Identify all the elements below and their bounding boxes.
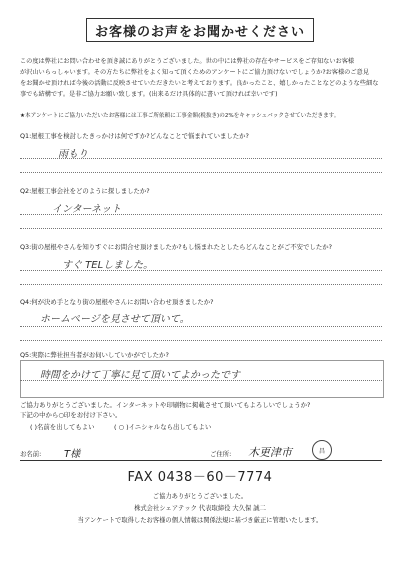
intro-line: が沢山いらっしゃいます。その方たちに弊社をよく知って頂くためのアンケートにご協力頂けないでしょうか?お客様のご意見: [20, 69, 369, 76]
answer-1[interactable]: 雨もり: [58, 149, 88, 160]
question-5: Q5:実際に弊社担当者がお伺いしていかがでしたか?: [20, 351, 169, 359]
intro-line: をお聞かせ頂ければ今後の活動に反映させていただきたいと考えております。良かったこと、嬉しかったことなどのような些細な: [20, 80, 379, 87]
answer-line: [20, 340, 382, 341]
question-1: Q1:屋根工事を検討したきっかけは何ですか?どんなことで悩まれていましたか?: [20, 132, 249, 140]
answer-5[interactable]: 時間をかけて丁寧に見て頂いてよかったです: [40, 370, 240, 381]
seal-stamp: 昌: [312, 440, 332, 460]
answer-line: [20, 284, 382, 285]
thanks-text: ご協力ありがとうございました。: [152, 493, 248, 500]
question-4: Q4:何が決め手となり街の屋根やさんにお問い合わせ頂きましたか?: [20, 298, 214, 306]
answer-line: [20, 214, 382, 215]
page-title: お客様のお声をお聞かせください: [86, 18, 314, 42]
name-field[interactable]: T様: [64, 449, 81, 460]
intro-line: 事でも結構です。是非ご協力お願い致します。(出来るだけ具体的に書いて頂ければ幸いです): [20, 91, 278, 98]
answer-line: [20, 380, 382, 381]
answer-line: [20, 172, 382, 173]
answer-line: [20, 158, 382, 159]
privacy-note: 当アンケートで取得したお客様の個人情報は関係法規に基づき厳正に管理いたします。: [77, 517, 323, 524]
answer-2[interactable]: インターネット: [52, 204, 122, 215]
consent-question: ご協力ありがとうございました。インターネットや印刷物に掲載させて頂いてもよろしいでしょうか?: [20, 401, 311, 409]
cashback-note: ★本アンケートにご協力いただいたお客様には工事ご所依頼に工事金額(税抜き)の2%をキャッシュバックさせていただきます。: [20, 113, 340, 119]
answer-4[interactable]: ホームページを見させて頂いて。: [40, 314, 190, 325]
intro-line: この度は弊社にお問い合わせを頂き誠にありがとうございました。世の中には弊社の存在やサービスをご存知ないお客様: [20, 58, 355, 65]
question-3: Q3:街の屋根やさんを知りすぐにお問合せ頂けましたか?もし悩まれたとしたらどんなことがご不安でしたか?: [20, 243, 332, 251]
answer-line: [20, 228, 382, 229]
question-2: Q2:屋根工事会社をどのように探しましたか?: [20, 187, 150, 195]
answer-3[interactable]: すぐ TELしました。: [62, 260, 154, 271]
fax-number: FAX 0438－60－7774: [127, 470, 273, 485]
name-label: お名前:: [20, 450, 42, 458]
intro-text: [20, 56, 382, 100]
answer-line: [20, 270, 382, 271]
address-field[interactable]: 木更津市: [248, 446, 292, 459]
option-full-name[interactable]: ( )名前を出してもよい: [30, 423, 95, 431]
company-name: 株式会社シェアテック 代表取締役 大久保 誠二: [134, 505, 266, 512]
option-initials[interactable]: ( ○ )イニシャルなら出してもよい: [114, 423, 212, 431]
consent-instruction: 下記の中から○印をお付け下さい。: [20, 411, 122, 419]
answer-line: [20, 326, 382, 327]
address-label: ご住所:: [210, 450, 232, 458]
